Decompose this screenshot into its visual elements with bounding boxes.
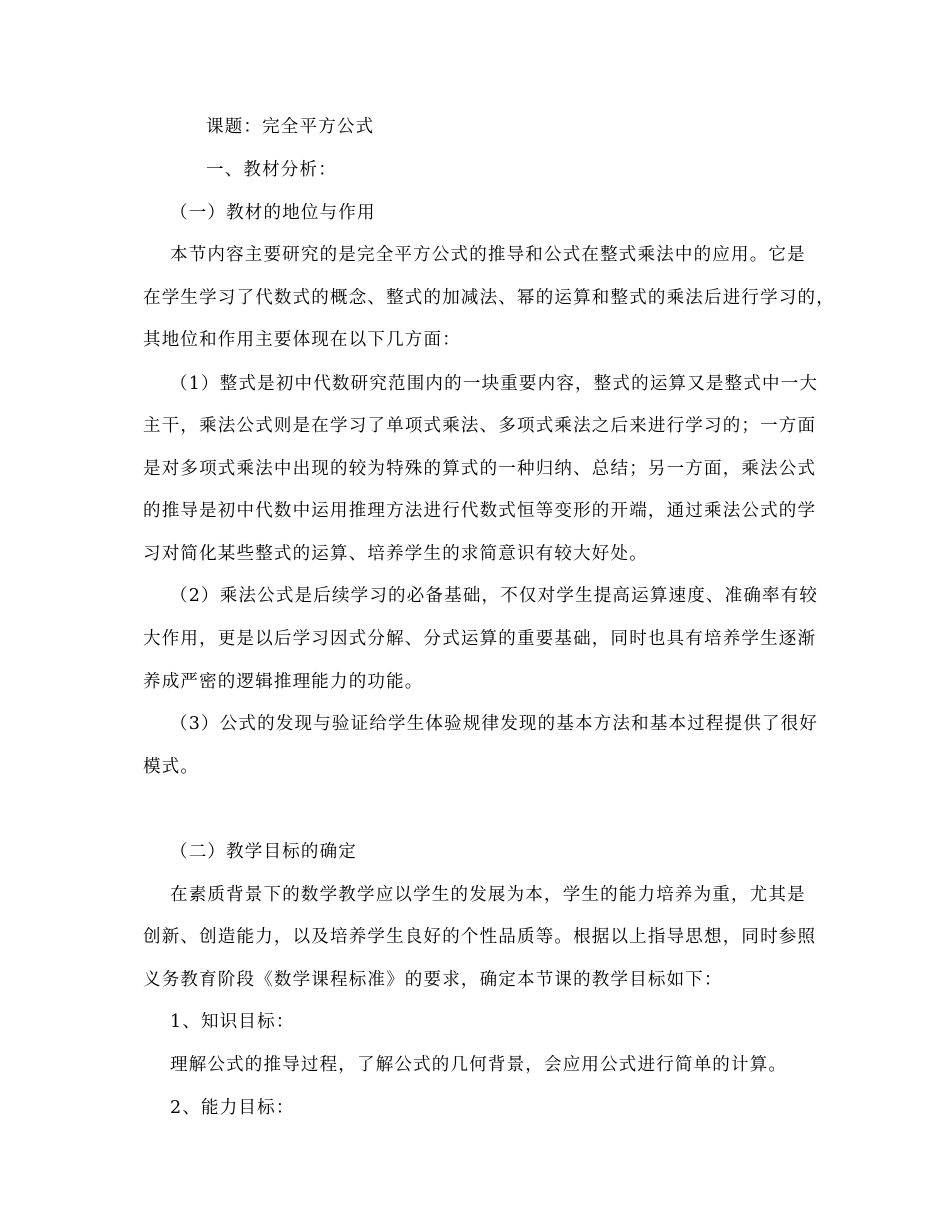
paragraph-line: （3）公式的发现与验证给学生体验规律发现的基本方法和基本过程提供了很好 <box>170 714 819 734</box>
list-heading-knowledge-goal: 1、知识目标： <box>170 1012 295 1032</box>
paragraph-line: 在学生学习了代数式的概念、整式的加减法、幂的运算和整式的乘法后进行学习的， <box>143 288 835 308</box>
lesson-title: 课题：完全平方公式 <box>206 117 375 137</box>
paragraph-line: 习对简化某些整式的运算、培养学生的求简意识有较大好处。 <box>143 544 648 564</box>
subsection-heading-position-role: （一）教材的地位与作用 <box>170 203 376 223</box>
paragraph-line: 在素质背景下的数学教学应以学生的发展为本，学生的能力培养为重，尤其是 <box>170 885 806 905</box>
paragraph-line: 模式。 <box>143 757 200 777</box>
list-heading-ability-goal: 2、能力目标： <box>170 1098 295 1118</box>
paragraph-line: （2）乘法公式是后续学习的必备基础，不仅对学生提高运算速度、准确率有较 <box>170 586 819 606</box>
paragraph-line: 理解公式的推导过程，了解公式的几何背景，会应用公式进行简单的计算。 <box>170 1055 788 1075</box>
paragraph-line: （1）整式是初中代数研究范围内的一块重要内容，整式的运算又是整式中一大 <box>170 374 819 394</box>
paragraph-line: 其地位和作用主要体现在以下几方面： <box>143 330 461 350</box>
paragraph-line: 大作用，更是以后学习因式分解、分式运算的重要基础，同时也具有培养学生逐渐 <box>143 629 817 649</box>
paragraph-line: 的推导是初中代数中运用推理方法进行代数式恒等变形的开端，通过乘法公式的学 <box>143 501 817 521</box>
paragraph-line: 创新、创造能力，以及培养学生良好的个性品质等。根据以上指导思想，同时参照 <box>143 927 817 947</box>
paragraph-line: 主干，乘法公式则是在学习了单项式乘法、多项式乘法之后来进行学习的；一方面 <box>143 416 817 436</box>
paragraph-line: 养成严密的逻辑推理能力的功能。 <box>143 672 424 692</box>
paragraph-line: 是对多项式乘法中出现的较为特殊的算式的一种归纳、总结；另一方面，乘法公式 <box>143 459 817 479</box>
paragraph-line: 本节内容主要研究的是完全平方公式的推导和公式在整式乘法中的应用。它是 <box>170 245 806 265</box>
section-heading-textbook-analysis: 一、教材分析： <box>206 160 337 180</box>
subsection-heading-teaching-objectives: （二）教学目标的确定 <box>170 842 357 862</box>
paragraph-line: 义务教育阶段《数学课程标准》的要求，确定本节课的教学目标如下： <box>143 970 723 990</box>
